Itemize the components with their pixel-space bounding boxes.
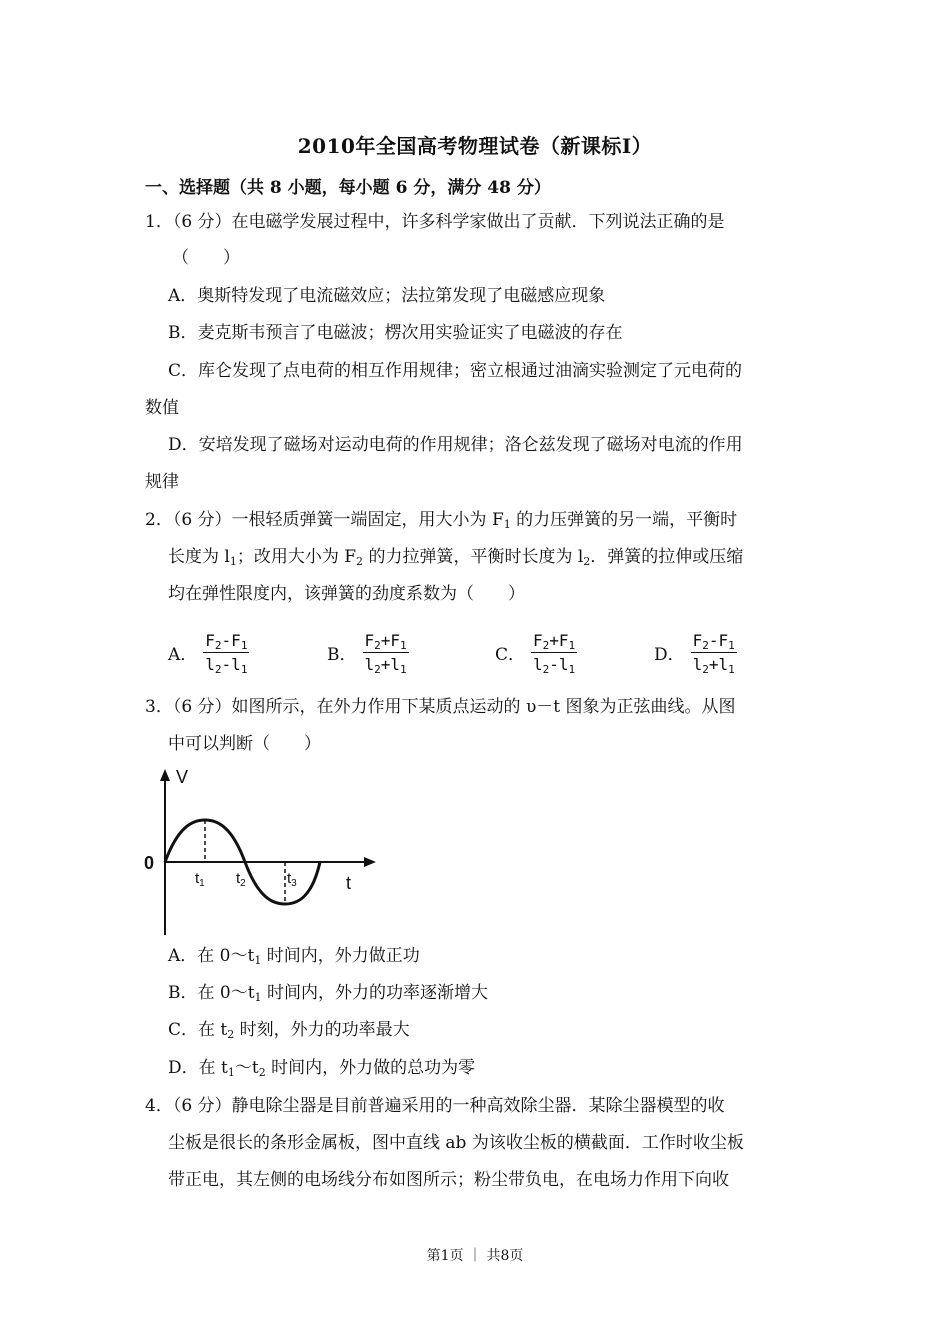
option-letter: A． [168,644,198,665]
q2-l2-sub2: 2 [356,555,364,568]
q2-l2d: ．弹簧的拉伸或压缩 [590,547,744,567]
q1-option-d-line1: D．安培发现了磁场对运动电荷的作用规律；洛仑兹发现了磁场对电流的作用 [168,435,743,455]
y-axis-arrow [160,769,170,781]
numerator: $F_2+F_1$ [364,630,407,652]
denominator: $l_2-l_1$ [205,654,248,676]
q3-stem-line2: 中可以判断（ ） [168,734,321,754]
origin-label: 0 [144,853,155,873]
q1-stem-line2: （ ） [172,248,240,268]
x-axis-label: t [346,873,352,893]
q2-option-a [168,622,249,682]
q2-l1-sub: 1 [503,518,511,531]
q2-option-b [327,622,409,682]
q1-stem-line1: 1．（6 分）在电磁学发展过程中，许多科学家做出了贡献．下列说法正确的是 [145,212,725,232]
fraction-bar [531,652,577,653]
q2-option-d [654,622,737,682]
numerator: $F_2+F_1$ [533,630,576,652]
q2-l2-sub1: 1 [229,555,237,568]
fraction [531,631,577,674]
q2-stem-line2 [168,546,743,568]
vt-graph-figure [140,765,380,940]
option-letter: C． [495,644,526,665]
y-axis-label: V [176,767,189,787]
t3-label: $t_3$ [287,870,297,889]
q2-l1a: 2．（6 分）一根轻质弹簧一端固定，用大小为 F [145,510,504,530]
q1-option-c-line2: 数值 [145,398,179,418]
fraction-bar [203,652,249,653]
q3-option-d: D．在 $t_1\sim t_2$ 时间内，外力做的总功为零 [168,1058,476,1079]
q3-stem-line1: 3．（6 分）如图所示，在外力作用下某质点运动的 υ－t 图象为正弦曲线。从图 [145,697,736,717]
denominator: $l_2-l_1$ [533,654,576,676]
q2-l2-sub3: 2 [583,555,591,568]
denominator: $l_2+l_1$ [692,654,735,676]
t2-label: $t_2$ [236,870,246,889]
section-heading: 一、选择题（共 8 小题，每小题 6 分，满分 48 分） [145,178,551,198]
q3-option-b: B．在 $0\sim t_1$ 时间内，外力的功率逐渐增大 [168,983,488,1004]
q2-l2a: 长度为 l [168,547,230,567]
x-axis-arrow [364,857,376,867]
page-title: 2010年全国高考物理试卷（新课标I） [297,134,653,158]
numerator: $F_2-F_1$ [205,630,248,652]
q1-option-d-line2: 规律 [145,472,179,492]
q4-stem-line1: 4．（6 分）静电除尘器是目前普遍采用的一种高效除尘器．某除尘器模型的收 [145,1096,725,1116]
q4-stem-line2: 尘板是很长的条形金属板，图中直线 ab 为该收尘板的横截面．工作时收尘板 [168,1133,744,1153]
fraction-bar [363,652,409,653]
q2-l2b: ；改用大小为 F [236,547,357,567]
fraction [203,631,249,674]
t1-label: $t_1$ [195,870,205,889]
fraction [363,631,409,674]
q2-options [168,622,768,682]
page-footer: 第1页 ｜ 共8页 [426,1248,524,1264]
q1-option-a: A．奥斯特发现了电流磁效应；法拉第发现了电磁感应现象 [168,286,606,306]
option-letter: B． [327,644,357,665]
q3-option-c: C．在 $t_2$ 时刻，外力的功率最大 [168,1020,410,1041]
q3-option-a: A．在 $0\sim t_1$ 时间内，外力做正功 [168,946,420,967]
q4-stem-line3: 带正电，其左侧的电场线分布如图所示；粉尘带负电，在电场力作用下向收 [168,1170,729,1190]
option-letter: D． [654,644,685,665]
fraction-bar [691,652,737,653]
q2-l1b: 的力压弹簧的另一端，平衡时 [510,510,738,530]
q1-option-c-line1: C．库仑发现了点电荷的相互作用规律；密立根通过油滴实验测定了元电荷的 [168,361,743,381]
numerator: $F_2-F_1$ [692,630,735,652]
fraction [691,631,737,674]
denominator: $l_2+l_1$ [364,654,407,676]
q1-option-b: B．麦克斯韦预言了电磁波；楞次用实验证实了电磁波的存在 [168,323,623,343]
q2-option-c [495,622,577,682]
q2-stem-line1 [145,509,737,531]
q2-l2c: 的力拉弹簧，平衡时长度为 l [363,547,584,567]
q2-stem-line3: 均在弹性限度内，该弹簧的劲度系数为（ ） [168,584,525,604]
